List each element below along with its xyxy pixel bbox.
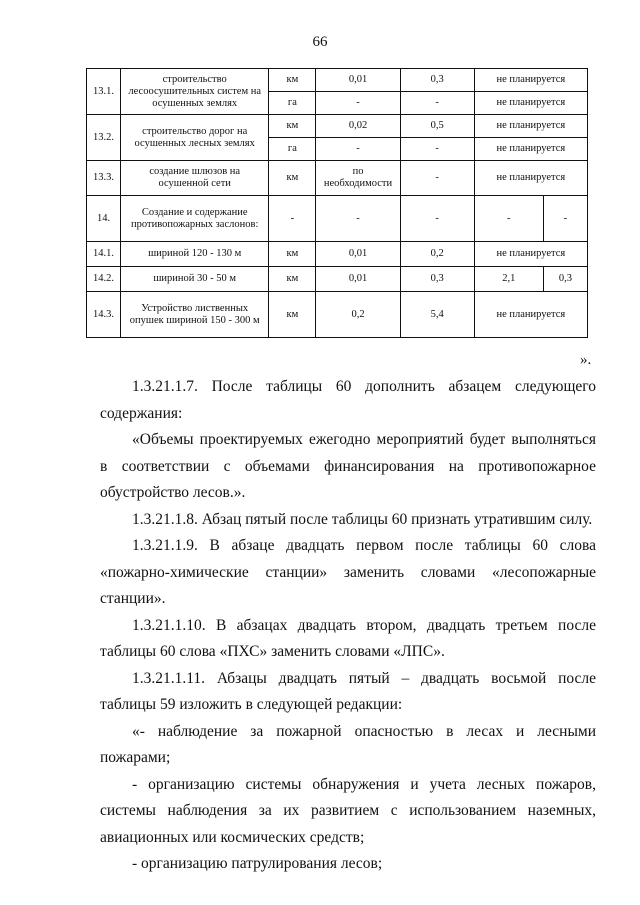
measure-name: создание шлюзов на осушенной сети [121,161,269,196]
value-cell: - [400,92,474,115]
unit-cell: га [269,92,316,115]
note-cell: не планируется [474,242,587,267]
value-cell: - [316,196,400,242]
table-row [87,196,588,242]
unit-cell: - [269,196,316,242]
measures-table [86,68,588,338]
unit-cell: км [269,161,316,196]
paragraph: 1.3.21.1.10. В абзацах двадцать втором, двадцать третьем после таблицы 60 слова «ПХС» заменить словами «ЛПС». [100,616,596,660]
row-number: 13.3. [87,161,121,196]
value-cell: 0,3 [400,69,474,92]
measure-name: Устройство лиственных опушек шириной 150 - 300 м [121,292,269,338]
note-cell: не планируется [474,161,587,196]
measure-name: строительство лесоосушительных систем на осушенных землях [121,69,269,115]
paragraph: 1.3.21.1.11. Абзацы двадцать пятый – двадцать восьмой после таблицы 59 изложить в следующей редакции: [100,669,596,713]
note-cell: не планируется [474,92,587,115]
row-number: 13.1. [87,69,121,115]
value-cell: 2,1 [474,267,543,292]
value-cell: - [400,161,474,196]
measure-name: Создание и содержание противопожарных заслонов: [121,196,269,242]
value-cell: - [316,138,400,161]
value-cell: 5,4 [400,292,474,338]
row-number: 14. [87,196,121,242]
unit-cell: км [269,292,316,338]
measure-name: шириной 120 - 130 м [121,242,269,267]
value-cell: - [543,196,587,242]
unit-cell: км [269,69,316,92]
paragraph: «- наблюдение за пожарной опасностью в лесах и лесными пожарами; [100,722,596,766]
unit-cell: км [269,115,316,138]
paragraph: 1.3.21.1.9. В абзаце двадцать первом после таблицы 60 слова «пожарно-химические станции» заменить словами «лесопожарные станции». [100,537,596,607]
closing-quote: ». [580,352,592,368]
paragraph: «Объемы проектируемых ежегодно мероприятий будет выполняться в соответствии с объемами финансирования на противопожарное обустройство лесов.». [100,431,596,501]
row-number: 14.2. [87,267,121,292]
value-cell: - [316,92,400,115]
value-cell: - [474,196,543,242]
table-row [87,292,588,338]
paragraph: 1.3.21.1.7. После таблицы 60 дополнить абзацем следующего содержания: [100,378,596,422]
note-cell: не планируется [474,115,587,138]
measure-name: строительство дорог на осушенных лесных землях [121,115,269,161]
page-number: 66 [312,34,328,50]
table-row [87,115,588,138]
table-row [87,69,588,92]
value-cell: 0,01 [316,267,400,292]
value-cell: 0,3 [543,267,587,292]
paragraph: - организацию системы обнаружения и учета лесных пожаров, системы наблюдения за их развитием с использованием наземных, авиационных или космических средств; [100,775,596,846]
row-number: 14.1. [87,242,121,267]
value-cell: 0,2 [400,242,474,267]
row-number: 13.2. [87,115,121,161]
table-row [87,267,588,292]
note-cell: не планируется [474,138,587,161]
value-cell: по необходимости [316,161,400,196]
row-number: 14.3. [87,292,121,338]
paragraph: - организацию патрулирования лесов; [132,855,383,872]
body-text [100,374,596,878]
unit-cell: га [269,138,316,161]
unit-cell: км [269,242,316,267]
value-cell: 0,02 [316,115,400,138]
value-cell: 0,01 [316,69,400,92]
table-row [87,242,588,267]
measure-name: шириной 30 - 50 м [121,267,269,292]
unit-cell: км [269,267,316,292]
value-cell: 0,5 [400,115,474,138]
table-row [87,161,588,196]
note-cell: не планируется [474,69,587,92]
value-cell: - [400,138,474,161]
paragraph: 1.3.21.1.8. Абзац пятый после таблицы 60 признать утратившим силу. [132,510,593,528]
value-cell: 0,3 [400,267,474,292]
value-cell: 0,01 [316,242,400,267]
note-cell: не планируется [474,292,587,338]
value-cell: 0,2 [316,292,400,338]
value-cell: - [400,196,474,242]
